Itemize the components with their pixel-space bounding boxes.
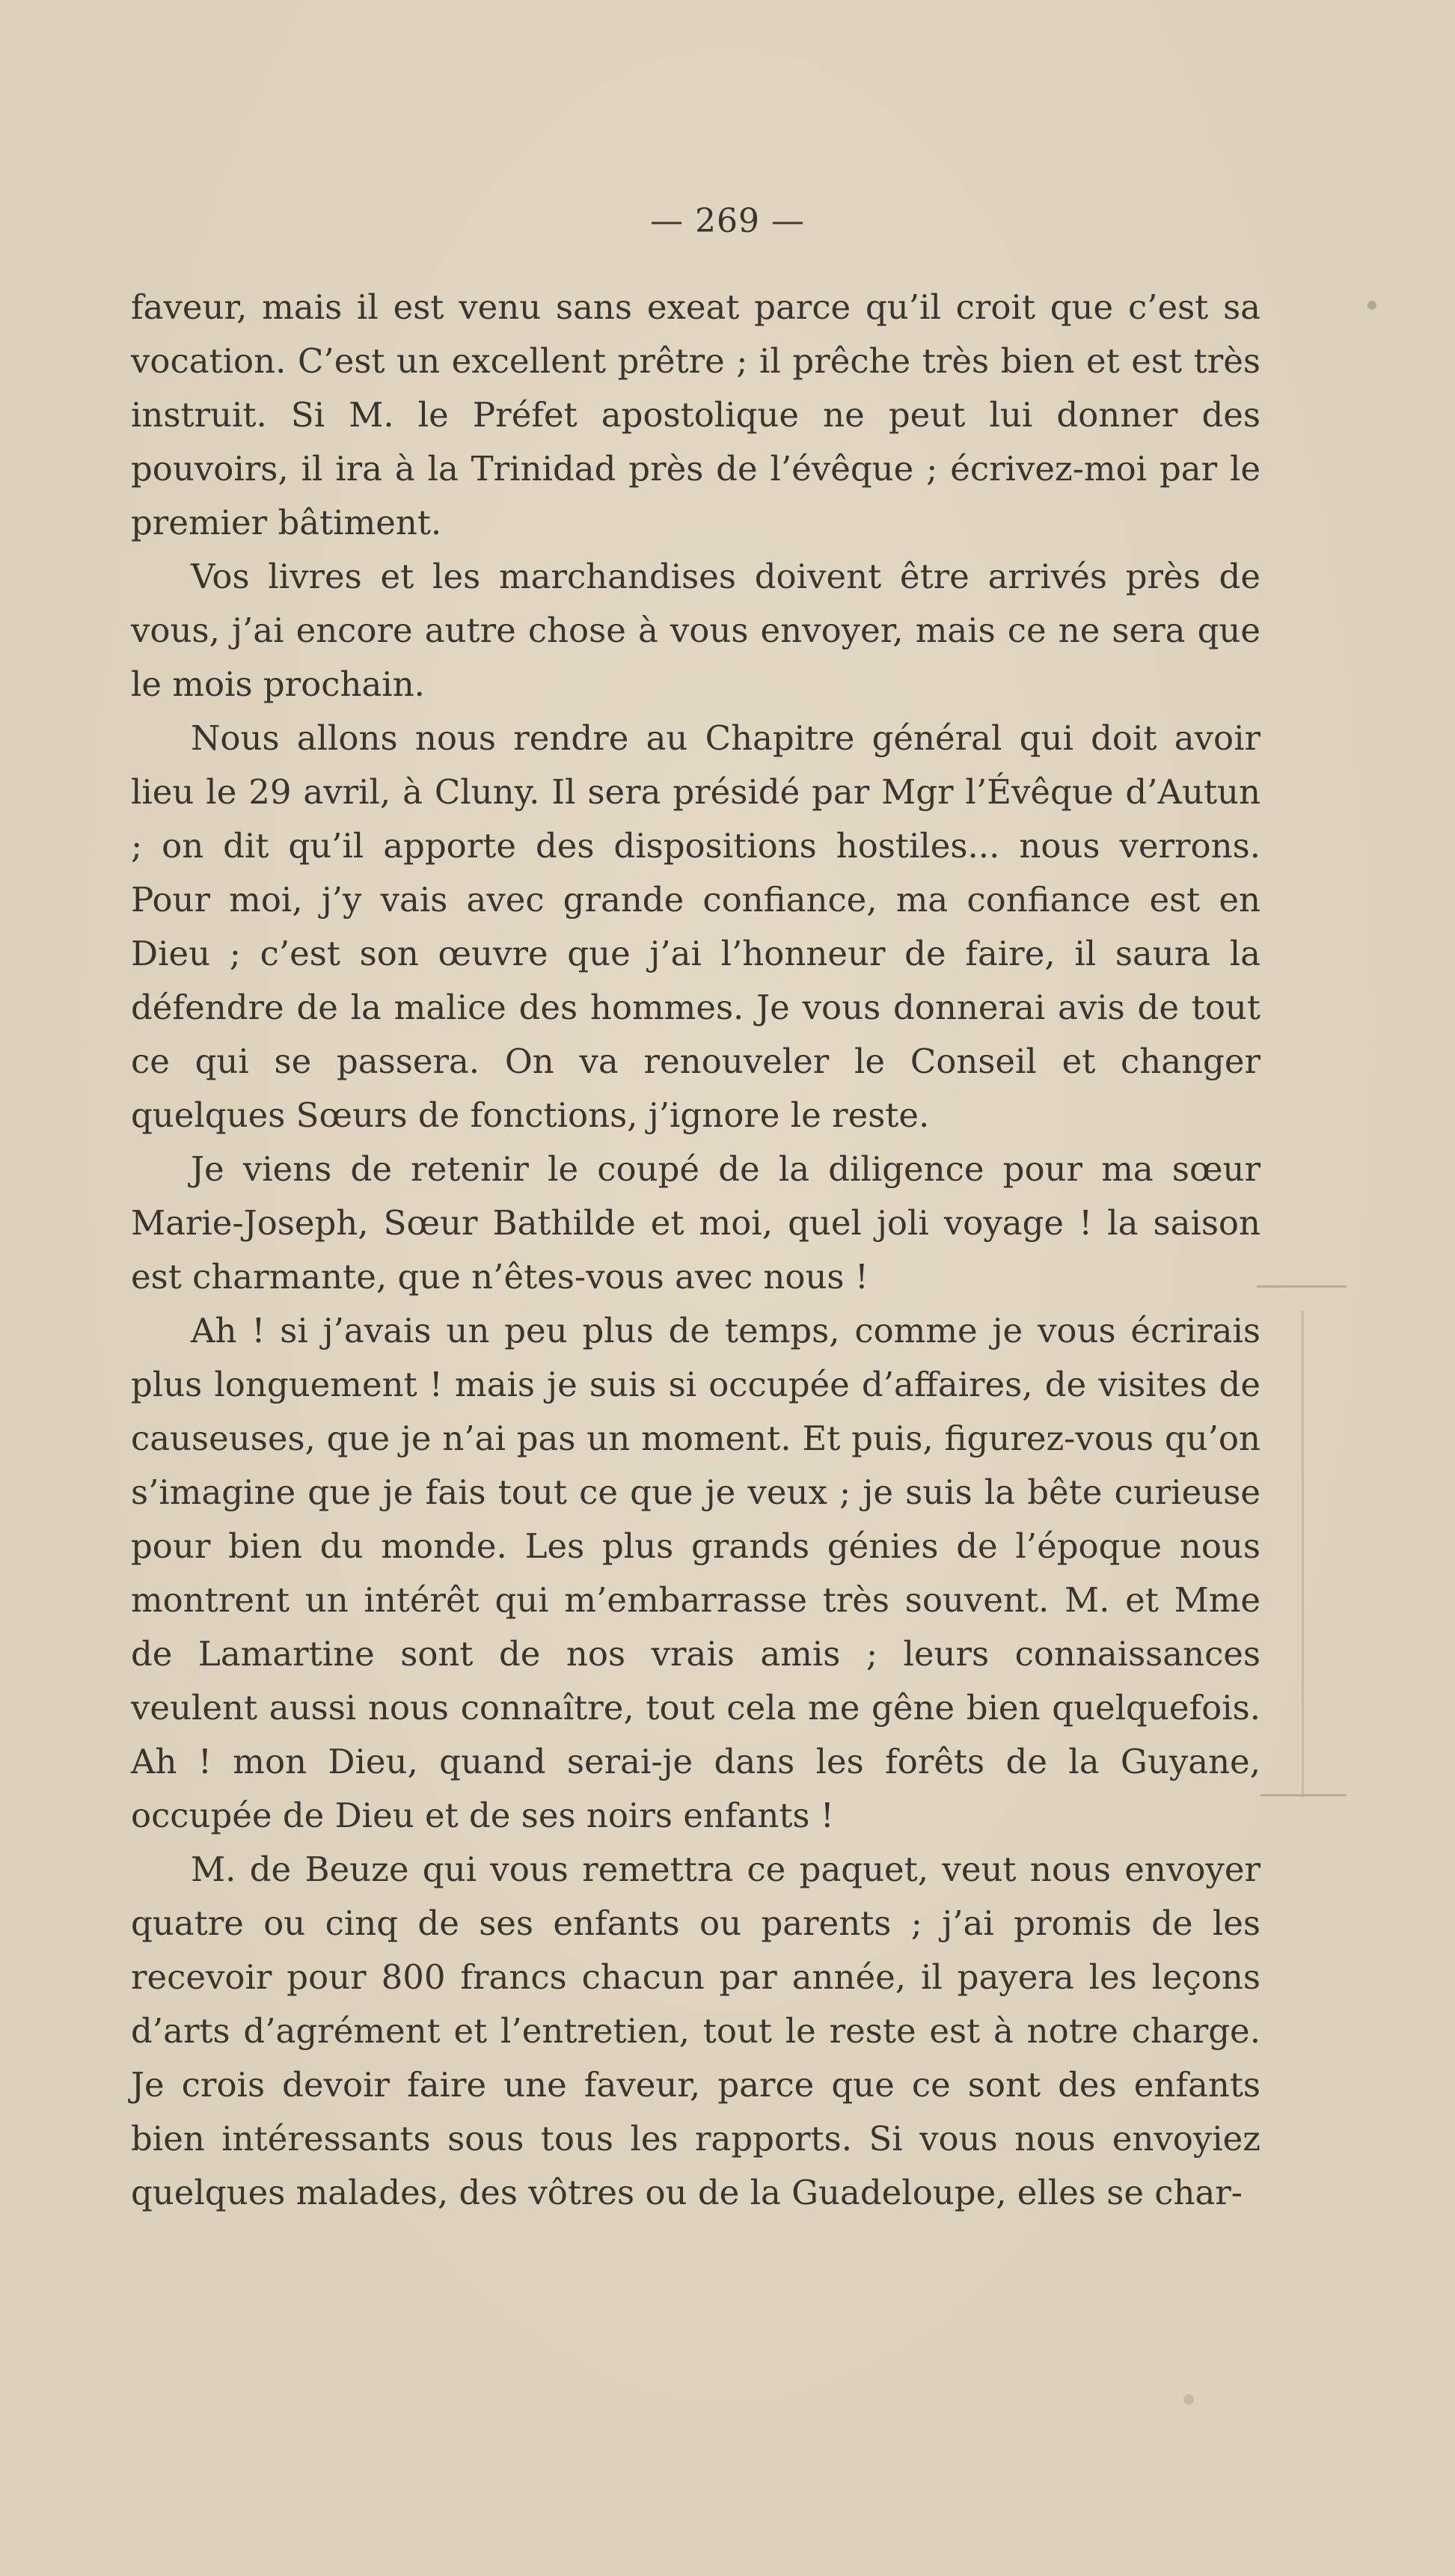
margin-mark bbox=[1261, 1794, 1347, 1796]
paragraph-beuze: M. de Beuze qui vous remettra ce paquet, veut nous envoyer quatre ou cinq de ses enfants ou parents ; j’ai promis de les recevoir pour 800 francs chacun par année, il payera les leçons d’arts d’agrément et l’entretien, tout le reste est à notre charge. Je crois devoir faire une faveur, parce que ce sont des enfants bien intéressants sous tous les rapports. Si vous nous envoyiez quelques malades, des vôtres ou de la Guadeloupe, elles se char- bbox=[131, 1850, 1261, 2212]
paper-spot bbox=[1367, 301, 1376, 310]
page-number: — 269 — bbox=[650, 202, 805, 240]
body-text bbox=[131, 281, 1261, 2220]
paper-spot bbox=[1183, 2394, 1194, 2405]
margin-mark bbox=[1257, 1285, 1347, 1288]
margin-mark bbox=[1302, 1311, 1304, 1797]
paragraph-continuation: faveur, mais il est venu sans exeat parce qu’il croit que c’est sa vocation. C’est un excellent prêtre ; il prêche très bien et est très instruit. Si M. le Préfet apostolique ne peut lui donner des pouvoirs, il ira à la Trinidad près de l’évêque ; écrivez-moi par le premier bâtiment. bbox=[131, 287, 1261, 542]
paragraph-busy: Ah ! si j’avais un peu plus de temps, comme je vous écrirais plus longuement ! mais je suis si occupée d’affaires, de visites de causeuses, que je n’ai pas un moment. Et puis, figurez-vous qu’on s’imagine que je fais tout ce que je veux ; je suis la bête curieuse pour bien du monde. Les plus grands génies de l’époque nous montrent un intérêt qui m’embarrasse très souvent. M. et Mme de Lamartine sont de nos vrais amis ; leurs connaissances veulent aussi nous connaître, tout cela me gêne bien quelquefois. Ah ! mon Dieu, quand serai-je dans les forêts de la Guyane, occupée de Dieu et de ses noirs enfants ! bbox=[131, 1311, 1261, 1835]
paragraph-chapter-general: Nous allons nous rendre au Chapitre général qui doit avoir lieu le 29 avril, à Cluny. Il sera présidé par Mgr l’Évêque d’Autun ; on dit qu’il apporte des dispositions hostiles... nous verrons. Pour moi, j’y vais avec grande confiance, ma confiance est en Dieu ; c’est son œuvre que j’ai l’honneur de faire, il saura la défendre de la malice des hommes. Je vous donnerai avis de tout ce qui se passera. On va renouveler le Conseil et changer quelques Sœurs de fonctions, j’ignore le reste. bbox=[131, 718, 1261, 1135]
paragraph-diligence: Je viens de retenir le coupé de la diligence pour ma sœur Marie-Joseph, Sœur Bathilde et moi, quel joli voyage ! la saison est charmante, que n’êtes-vous avec nous ! bbox=[131, 1149, 1261, 1297]
paragraph-books: Vos livres et les marchandises doivent être arrivés près de vous, j’ai encore autre chose à vous envoyer, mais ce ne sera que le mois prochain. bbox=[131, 557, 1261, 704]
